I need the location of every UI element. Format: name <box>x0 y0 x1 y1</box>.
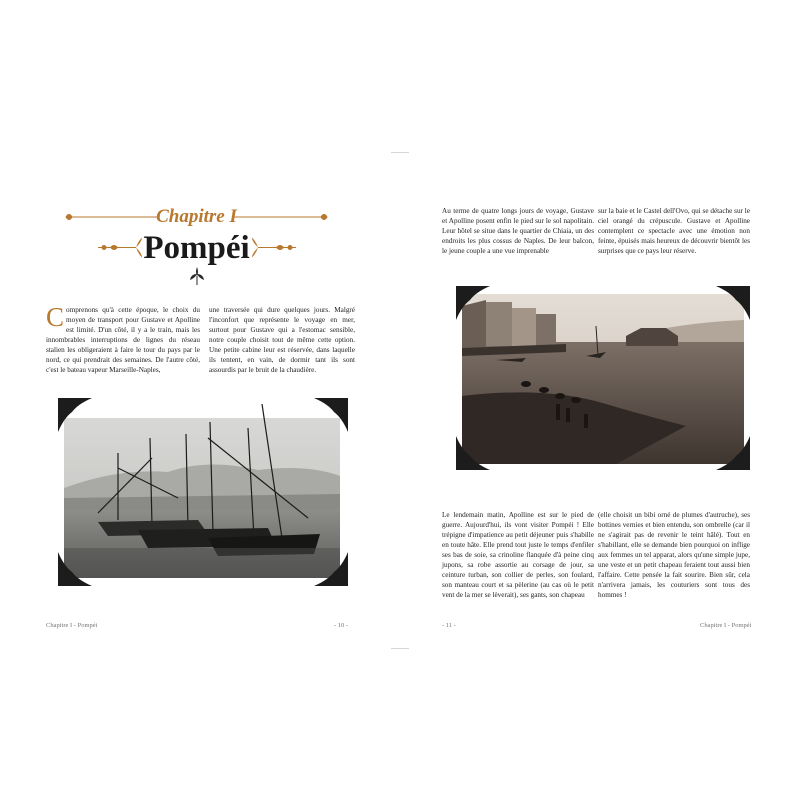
right-text-column-2 <box>598 206 750 256</box>
right-col4-text: (elle choisit un bibi orné de plumes d'autruche), ses bottines vernies et bien entendu, son ombrelle (car il ne s'agirait pas de revenir le teint hâlé). Tout en s'habillant, elle se demande bien pourquoi on inflige aux femmes un tel apparat, alors qu'une simple jupe, une veste et un petit chapeau feraient tout aussi bien l'affaire. Cette pensée la fait sourire. Bien sûr, cela n'arrivera jamais, les couturiers sont tous des hommes ! <box>598 511 750 599</box>
right-page <box>402 0 800 800</box>
bay-of-naples-photo <box>456 286 750 470</box>
right-text-column-1 <box>442 206 594 256</box>
photo-corner-top-left-icon <box>58 398 92 432</box>
photo-corner-bottom-left-icon <box>456 436 490 470</box>
left-col2-text: une traversée qui dure quelques jours. Malgré l'inconfort que représente le voyage en mer, surtout pour Gustave qui a l'estomac sensible, notre couple choisit tout de même cette option. Une petite cabine leur est réservée, dans laquelle ils tentent, en vain, de dormir tant ils sont assourdis par le bruit de la chaudière. <box>209 306 355 374</box>
chapter-title: Pompéi <box>143 230 250 266</box>
photo-corner-bottom-right-icon <box>716 436 750 470</box>
left-page <box>0 0 398 800</box>
photo-corner-top-right-icon <box>716 286 750 320</box>
left-footer-chapter: Chapitre I - Pompéi <box>46 622 98 629</box>
photo-corner-bottom-left-icon <box>58 552 92 586</box>
photo-corner-bottom-right-icon <box>314 552 348 586</box>
left-text-column-2 <box>209 305 355 375</box>
left-text-column-1 <box>46 302 200 375</box>
right-col2-text: sur la baie et le Castel dell'Ovo, qui se détache sur le ciel orangé du crépuscule. Gustave et Apolline contemplent ce spectacle avec une émotion non feinte, épuisés mais heureux de découvrir bientôt les surprises que ce pays leur réserve. <box>598 207 750 255</box>
right-text-column-3 <box>442 510 594 600</box>
right-footer-page-number: - 11 - <box>442 622 456 629</box>
right-text-column-4 <box>598 510 750 600</box>
right-footer-chapter: Chapitre I - Pompéi <box>700 622 752 629</box>
right-ornament-flourish <box>250 236 298 258</box>
drop-cap: C <box>46 302 65 332</box>
chapter-label: Chapitre I <box>156 206 237 227</box>
right-col1-text: Au terme de quatre longs jours de voyage, Gustave et Apolline posent enfin le pied sur le sol napolitain. Leur hôtel se situe dans le quartier de Chiaia, un des endroits les plus cossus de Naples. De leur balcon, le jeune couple a une vue imprenable <box>442 207 594 255</box>
right-col3-text: Le lendemain matin, Apolline est sur le pied de guerre. Aujourd'hui, ils vont visiter Pompéi ! Elle trépigne d'impatience au petit déjeuner puis s'habille en toute hâte. Elle prend tout juste le temps d'enfiler ses bas de soie, sa crinoline flanquée d'à peine cinq jupons, sa robe assortie au corsage de jour, sa ceinture turban, son collier de perles, son foulard, son manteau court et sa pèlerine (au cas où le petit vent de la mer se lèverait), ses gants, son chapeau <box>442 511 594 599</box>
left-col1-text: omprenons qu'à cette époque, le choix du moyen de transport pour Gustave et Apolline est limité. D'un côté, il y a le train, mais les innombrables interruptions de lignes du réseau stalien les obligeraient à faire le tour du pays par le nord, ce qui prendrait des semaines. De l'autre côté, c'est le bateau vapeur Marseille-Naples, <box>46 306 200 374</box>
photo-corner-top-right-icon <box>314 398 348 432</box>
harbor-sailboats-photo <box>58 398 348 586</box>
left-footer-page-number: - 10 - <box>334 622 349 629</box>
fleuron-icon <box>188 266 206 286</box>
photo-corner-top-left-icon <box>456 286 490 320</box>
